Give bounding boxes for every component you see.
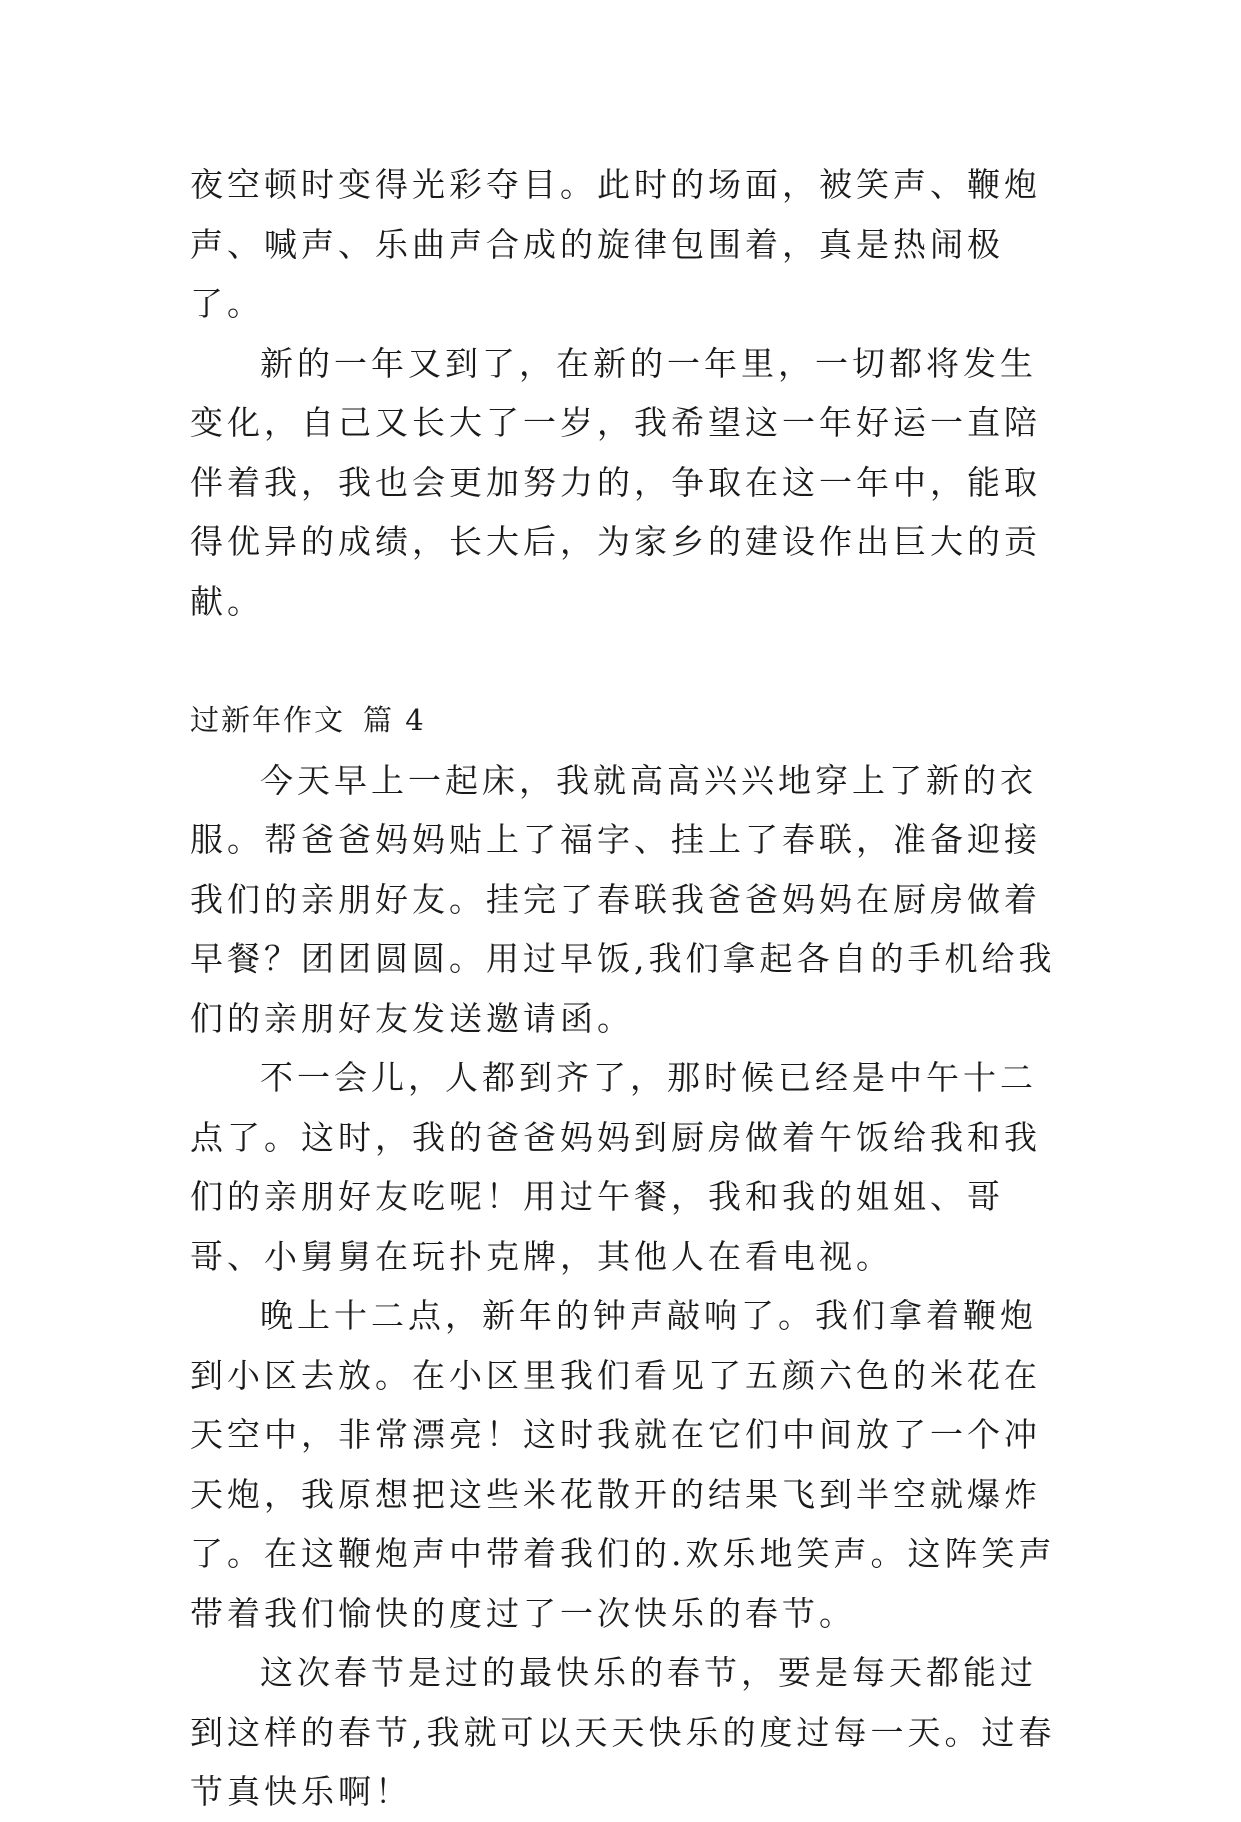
section-number: 篇 4 (363, 703, 426, 737)
paragraph-morning: 今天早上一起床，我就高高兴兴地穿上了新的衣服。帮爸爸妈妈贴上了福字、挂上了春联，准备迎接我们的亲朋好友。挂完了春联我爸爸妈妈在厨房做着早餐？团团圆圆。用过早饭,我们拿起各自的手机给我们的亲朋好友发送邀请函。 (190, 760, 1056, 1038)
paragraph-noon: 不一会儿，人都到齐了，那时候已经是中午十二点了。这时，我的爸爸妈妈到厨房做着午饭给我和我们的亲朋好友吃呢！用过午餐，我和我的姐姐、哥哥、小舅舅在玩扑克牌，其他人在看电视。 (190, 1058, 1041, 1276)
paragraph-conclusion: 这次春节是过的最快乐的春节，要是每天都能过到这样的春节,我就可以天天快乐的度过每一天。过春节真快乐啊！ (190, 1653, 1056, 1811)
document-body (190, 155, 1060, 1822)
paragraph-continued: 夜空顿时变得光彩夺目。此时的场面，被笑声、鞭炮声、喊声、乐曲声合成的旋律包围着，真是热闹极了。 (190, 165, 1041, 323)
section-heading (190, 691, 1060, 751)
paragraph-new-year-wish: 新的一年又到了，在新的一年里，一切都将发生变化，自己又长大了一岁，我希望这一年好运一直陪伴着我，我也会更加努力的，争取在这一年中，能取得优异的成绩，长大后，为家乡的建设作出巨大的贡献。 (190, 343, 1041, 621)
section-spacer (190, 631, 1060, 691)
section-title: 过新年作文 (190, 703, 346, 737)
paragraph-midnight: 晚上十二点，新年的钟声敲响了。我们拿着鞭炮到小区去放。在小区里我们看见了五颜六色的米花在天空中，非常漂亮！这时我就在它们中间放了一个冲天炮，我原想把这些米花散开的结果飞到半空就爆炸了。在这鞭炮声中带着我们的.欢乐地笑声。这阵笑声带着我们愉快的度过了一次快乐的春节。 (190, 1296, 1056, 1633)
